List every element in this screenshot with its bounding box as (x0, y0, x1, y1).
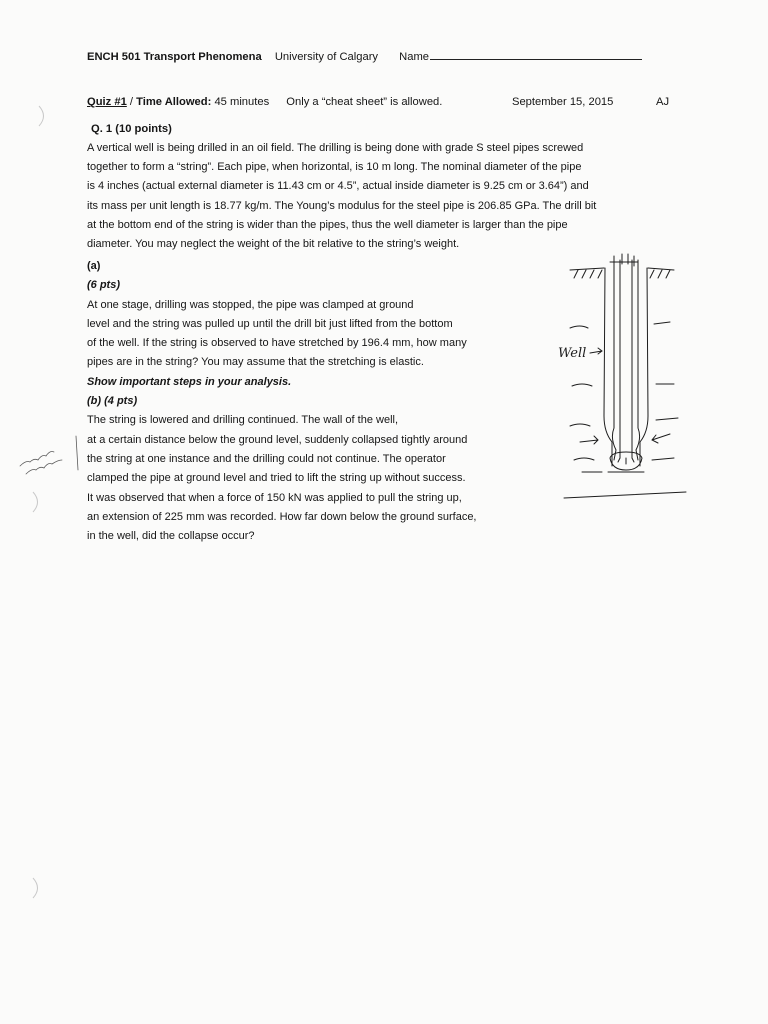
part-b-line: in the well, did the collapse occur? (87, 530, 255, 543)
university-name: University of Calgary (274, 51, 379, 63)
margin-punch-mark (30, 876, 44, 900)
collapse-arrow-right (652, 434, 670, 443)
well-sketch (552, 246, 692, 506)
intro-line: together to form a “string”. Each pipe, when horizontal, is 10 m long. The nominal diameter of the pipe (87, 161, 582, 174)
quiz-separator: / (126, 96, 137, 108)
part-b-label: (b) (4 pts) (87, 395, 138, 408)
well-label: Well (558, 346, 587, 361)
part-a-points: (6 pts) (87, 279, 120, 292)
quiz-info-line (87, 93, 677, 111)
time-allowed-value: 45 minutes (211, 96, 270, 108)
time-allowed-label: Time Allowed: (136, 96, 212, 108)
handwritten-margin-note (18, 430, 88, 480)
part-b-text: The string is lowered and drilling continued. The wall of the well, (87, 414, 399, 427)
intro-line: is 4 inches (actual external diameter is 11.43 cm or 4.5”, actual inside diameter is 9.25 cm or 3.64”) and (87, 180, 589, 193)
ground-line-left (570, 268, 604, 270)
part-b-line: an extension of 225 mm was recorded. How far down below the ground surface, (87, 510, 477, 523)
quiz-date: September 15, 2015 (512, 96, 614, 108)
margin-punch-mark (36, 104, 50, 128)
name-label: Name (399, 51, 429, 63)
part-b-line: It was observed that when a force of 150 kN was applied to pull the string up, (87, 491, 462, 504)
intro-line: at the bottom end of the string is wider than the pipes, thus the well diameter is larger than the pipe (87, 218, 568, 231)
part-a-text: At one stage, drilling was stopped, the pipe was clamped at ground (87, 298, 414, 311)
document-header (87, 47, 677, 65)
part-a-line: pipes are in the string? You may assume that the stretching is elastic. (87, 356, 424, 369)
instructor-initials: AJ (656, 96, 670, 108)
well-wall-left (604, 268, 612, 466)
intro-line: diameter. You may neglect the weight of the bit relative to the string’s weight. (87, 238, 460, 251)
part-a-first-line (87, 257, 557, 315)
question-parts (87, 257, 557, 546)
part-b-line: the string at one instance and the drilling could not continue. The operator (87, 452, 446, 465)
intro-line: A vertical well is being drilled in an oil field. The drilling is being done with grade S steel pipes screwed (87, 142, 584, 154)
part-a-line: of the well. If the string is observed to have stretched by 196.4 mm, how many (87, 337, 467, 350)
question-intro (87, 139, 667, 254)
cheat-sheet-note: Only a “cheat sheet” is allowed. (286, 96, 443, 108)
part-b-line: at a certain distance below the ground level, suddenly collapsed tightly around (87, 433, 468, 446)
intro-line: its mass per unit length is 18.77 kg/m. The Young’s modulus for the steel pipe is 206.85 GPa. The drill bit (87, 199, 597, 212)
part-a-line: level and the string was pulled up until the drill bit just lifted from the bottom (87, 317, 453, 330)
well-wall-right (640, 268, 648, 466)
pipe-outer-left (612, 260, 616, 460)
question-title: Q. 1 (10 points) (91, 123, 172, 135)
margin-punch-mark (30, 490, 44, 514)
quiz-number: Quiz #1 (87, 96, 127, 108)
part-a-label: (a) (87, 260, 101, 272)
analysis-instruction: Show important steps in your analysis. (87, 375, 292, 388)
pipe-outer-right (636, 260, 640, 460)
course-title: ENCH 501 Transport Phenomena (87, 51, 262, 63)
collapse-arrow-left (580, 436, 598, 444)
name-blank-line (430, 47, 642, 60)
part-b-line: clamped the pipe at ground level and tried to lift the string up without success. (87, 472, 466, 485)
part-b-first-line (87, 392, 557, 431)
